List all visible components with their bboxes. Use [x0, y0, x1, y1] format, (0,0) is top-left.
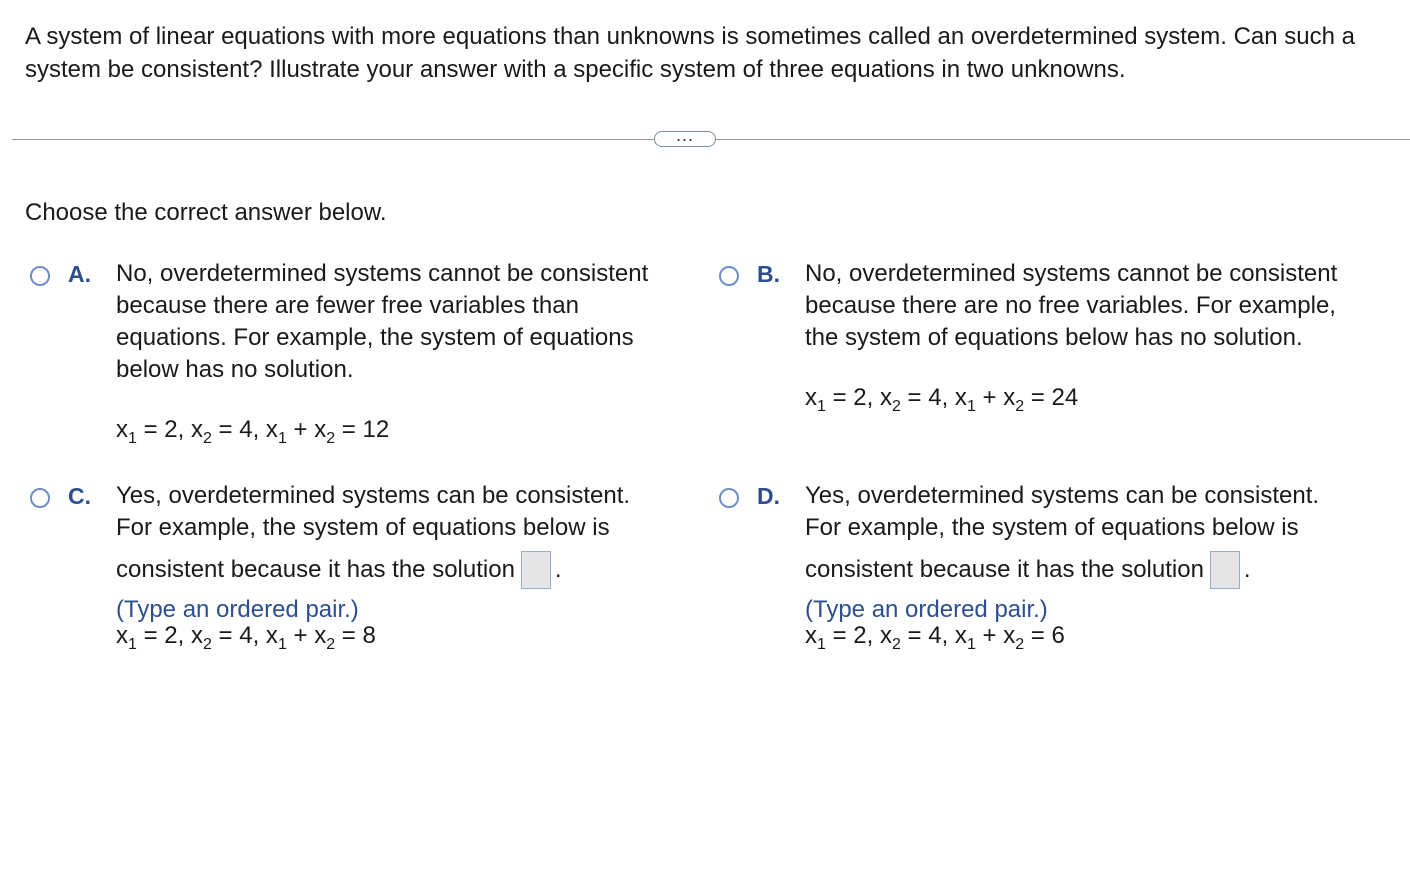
question-text: A system of linear equations with more equations than unknowns is sometimes called an overdetermined system. Can such a system be consistent? Illustrate your answer with a specific system of three equations in two unknowns. [25, 23, 1356, 83]
radio-option-b[interactable] [719, 266, 739, 286]
option-a[interactable] [28, 258, 708, 448]
option-a-letter: A. [68, 261, 91, 287]
radio-option-d[interactable] [719, 488, 739, 508]
option-a-equations: $x_1 = 2$, $x_2 = 4$, $x_1 + x_2 = 12$ [116, 416, 390, 447]
option-b-letter: B. [757, 261, 780, 287]
radio-option-a[interactable] [30, 266, 50, 286]
radio-option-c[interactable] [30, 488, 50, 508]
option-c-hint: (Type an ordered pair.) [116, 596, 359, 623]
prompt-text: Choose the correct answer below. [25, 199, 387, 226]
option-a-text: No, overdetermined systems cannot be consistent because there are fewer free variables than equations. For example, the system of equations below has no solution. [116, 260, 649, 383]
option-c-equations: $x_1 = 2$, $x_2 = 4$, $x_1 + x_2 = 8$ [116, 622, 376, 653]
option-c-letter: C. [68, 483, 91, 509]
more-options-button[interactable]: ... [654, 131, 716, 147]
option-b[interactable] [717, 258, 1397, 428]
option-d-text: Yes, overdetermined systems can be consistent. For example, the system of equations below is consistent because it has the solution . (Type an ordered pair.) [805, 480, 1395, 626]
option-d-answer-input[interactable] [1210, 551, 1240, 589]
option-c-answer-input[interactable] [521, 551, 551, 589]
option-d-letter: D. [757, 483, 780, 509]
option-c-text: Yes, overdetermined systems can be consistent. For example, the system of equations below is consistent because it has the solution . (Type an ordered pair.) [116, 480, 706, 626]
option-b-text: No, overdetermined systems cannot be consistent because there are no free variables. For example, the system of equations below has no solution. [805, 260, 1338, 351]
option-d-equations: $x_1 = 2$, $x_2 = 4$, $x_1 + x_2 = 6$ [805, 622, 1065, 653]
option-b-equations: $x_1 = 2$, $x_2 = 4$, $x_1 + x_2 = 24$ [805, 384, 1079, 415]
option-d-hint: (Type an ordered pair.) [805, 596, 1048, 623]
option-c[interactable] [28, 480, 708, 660]
option-d[interactable] [717, 480, 1397, 660]
